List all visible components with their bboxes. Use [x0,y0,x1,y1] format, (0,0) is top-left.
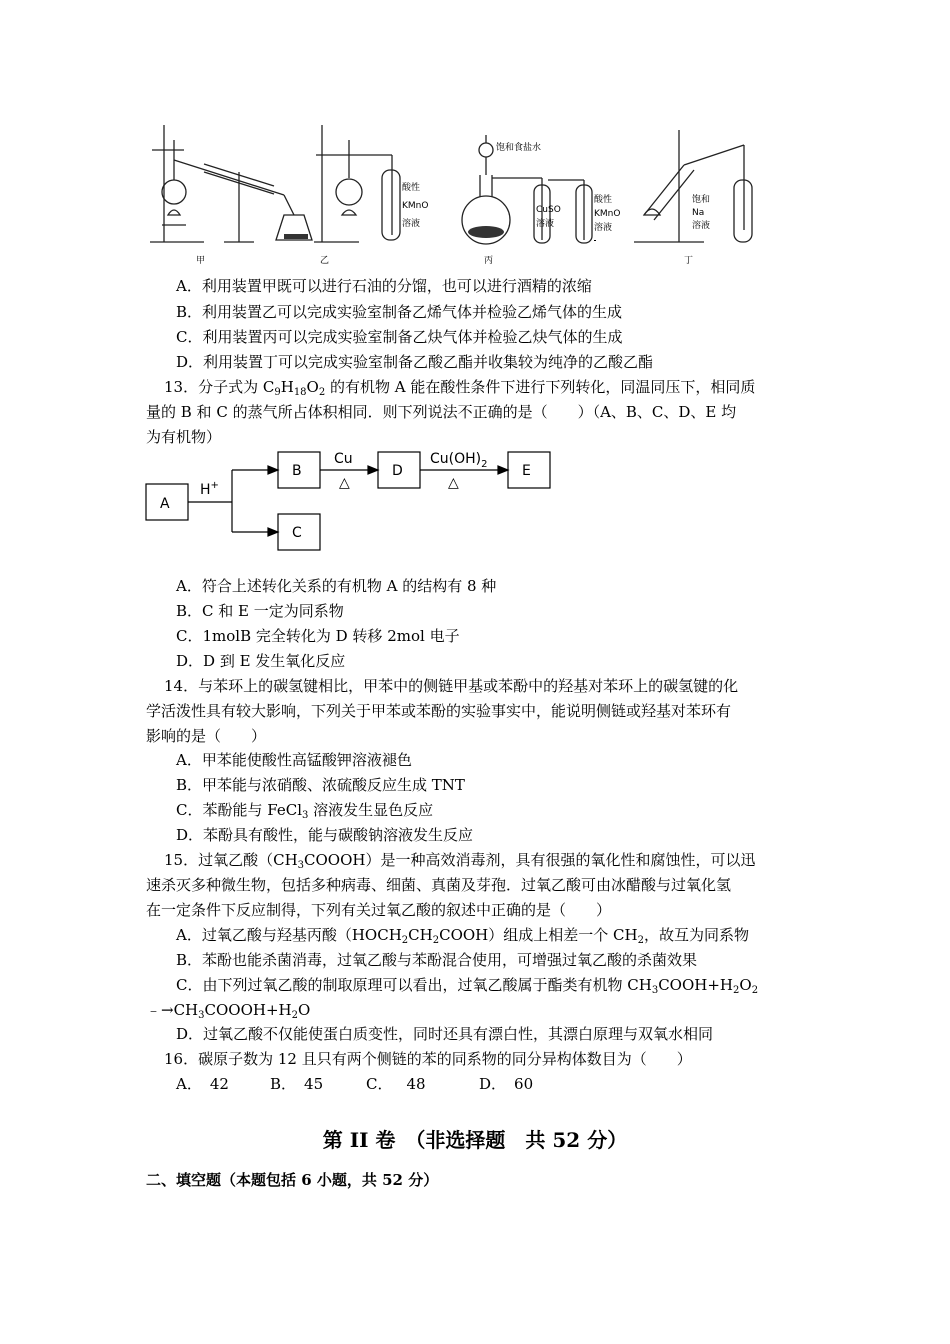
q12-option-d: D．利用装置丁可以完成实验室制备乙酸乙酯并收集较为纯净的乙酸乙酯 [176,353,654,371]
q13-stem-line1: 13．分子式为 $C_9H_{18}O_2$ 的有机物 A 能在酸性条件下进行下列转化，同温同压下，相同质 [164,378,756,398]
q15-option-a: A．过氧乙酸与羟基丙酸$(HOCH_2CH_2COOH)$组成上相差一个 $CH_2$，故互为同系物 [176,926,749,946]
q15-option-b: B．苯酚也能杀菌消毒，过氧乙酸与苯酚混合使用，可增强过氧乙酸的杀菌效果 [176,951,698,969]
q15-stem-line2: 速杀灭多种微生物，包括多种病毒、细菌、真菌及芽孢．过氧乙酸可由冰醋酸与过氧化氢 [146,876,732,894]
q14-option-c: C．苯酚能与 FeCl$_3$ 溶液发生显色反应 [176,801,434,821]
q12-option-c: C．利用装置丙可以完成实验室制备乙炔气体并检验乙炔气体的生成 [176,328,623,346]
h-plus-label: H+ [200,480,219,498]
label-ding: 丁 [684,256,694,266]
q13-option-a: A．符合上述转化关系的有机物 A 的结构有 8 种 [176,577,497,595]
q13-stem-line2: 量的 B 和 C 的蒸气所占体积相同．则下列说法不正确的是（ ）（A、B、C、D、E 均 [146,403,737,421]
yi-reagent-2: KMnO [402,201,429,211]
ding-reagent-2: Na [692,208,705,218]
q14-stem-line1: 14．与苯环上的碳氢键相比，甲苯中的侧链甲基或苯酚中的羟基对苯环上的碳氢键的化 [164,677,739,695]
q14-option-b: B．甲苯能与浓硝酸、浓硫酸反应生成 TNT [176,776,465,794]
bing-kmno4-2: KMnO [594,209,621,219]
node-c-label: C [292,525,302,541]
q14-stem-line3: 影响的是（ ） [146,727,267,745]
cu-label: Cu [334,451,353,467]
ding-reagent-1: 饱和 [692,195,711,205]
q14-option-d: D．苯酚具有酸性，能与碳酸钠溶液发生反应 [176,826,474,844]
apparatus-figure [144,120,764,270]
q16-option-b: B． 45 [270,1075,324,1093]
q13-option-c: C．1molB 完全转化为 D 转移 2mol 电子 [176,627,460,645]
node-a-label: A [160,496,170,512]
q12-option-b: B．利用装置乙可以完成实验室制备乙烯气体并检验乙烯气体的生成 [176,303,623,321]
cuoh2-label: $Cu(OH)_2$ [430,451,488,470]
q15-stem-line3: 在一定条件下反应制得，下列有关过氧乙酸的叙述中正确的是（ ） [146,901,612,919]
label-yi: 乙 [320,256,330,266]
yi-reagent-3: 溶液 [402,219,421,229]
node-e-label: E [522,463,531,479]
bing-kmno4-1: 酸性 [594,195,613,205]
section-title: 第 II 卷 （非选择题 共 52 分） [322,1128,628,1152]
q15-option-c: C．由下列过氧乙酸的制取原理可以看出，过氧乙酸属于酯类有机物 $CH_3COOH+H_2O_2$ [176,976,759,996]
bing-kmno4-3: 溶液 [594,223,613,233]
label-jia: 甲 [196,256,206,266]
heat-label-2: △ [448,475,459,491]
q15-stem-line1: 15．过氧乙酸$(CH_3COOOH)$是一种高效消毒剂，具有很强的氧化性和腐蚀性，可以迅 [164,851,756,871]
heat-label-1: △ [339,475,350,491]
q16-stem: 16．碳原子数为 12 且只有两个侧链的苯的同系物的同分异构体数目为（ ） [164,1050,692,1068]
q13-option-d: D．D 到 E 发生氧化反应 [176,652,346,670]
q16-option-d: D． 60 [479,1075,534,1093]
part-title: 二、填空题（本题包括 6 小题，共 52 分） [146,1171,439,1189]
q16-option-a: A． 42 [176,1075,229,1093]
q12-option-a: A．利用装置甲既可以进行石油的分馏，也可以进行酒精的浓缩 [176,277,592,295]
q14-option-a: A．甲苯能使酸性高锰酸钾溶液褪色 [176,751,412,769]
q13-option-b: B．C 和 E 一定为同系物 [176,602,344,620]
node-d-label: D [392,463,403,479]
bing-cuso4-2: 溶液 [536,219,555,229]
conversion-flow-diagram [144,448,564,558]
q16-option-c: C． 48 [366,1075,426,1093]
node-b-label: B [292,463,302,479]
label-bing: 丙 [484,256,494,266]
q15-option-c-cont: $﹣\to CH_3COOOH+H_2O$ [146,1001,311,1021]
bing-cuso4-1: CuSO [536,205,561,215]
yi-reagent-1: 酸性 [402,183,421,193]
q13-stem-line3: 为有机物） [146,428,222,446]
q15-option-d: D．过氧乙酸不仅能使蛋白质变性，同时还具有漂白性，其漂白原理与双氧水相同 [176,1025,714,1043]
q14-stem-line2: 学活泼性具有较大影响，下列关于甲苯或苯酚的实验事实中，能说明侧链或羟基对苯环有 [146,702,732,720]
ding-reagent-3: 溶液 [692,221,711,231]
bing-top-label: 饱和食盐水 [496,143,542,153]
